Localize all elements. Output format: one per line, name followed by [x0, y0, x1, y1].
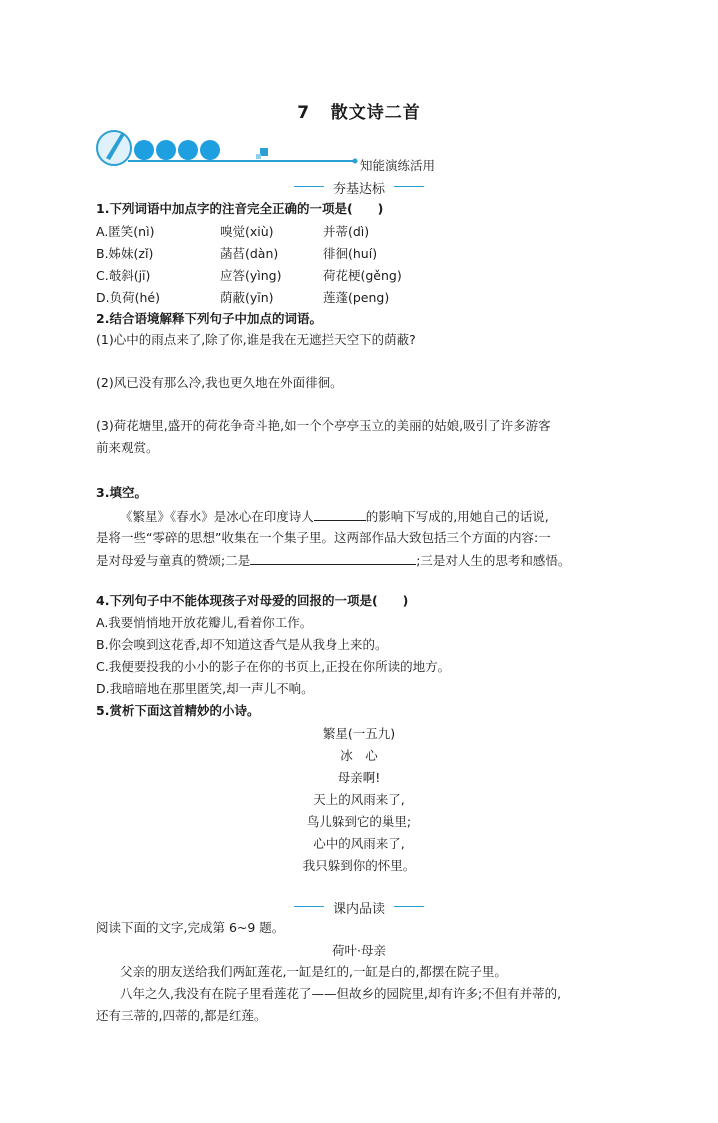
lesson-title	[0, 98, 718, 123]
reading-paragraph-1: 父亲的朋友送给我们两缸莲花,一缸是红的,一缸是白的,都摆在院子里。	[120, 964, 507, 979]
reading-paragraph-2: 八年之久,我没有在院子里看莲花了——但故乡的园院里,却有许多;不但有并蒂的,	[120, 986, 562, 1001]
section-header-reading: 课内品读	[294, 898, 424, 917]
poem-line-4: 心中的风雨来了,	[313, 836, 405, 851]
section-header-basic: 夯基达标	[294, 178, 424, 197]
banner-dot-4	[200, 140, 220, 160]
worksheet-page: 7 散文诗二首 知能演练活用 夯基达标 1.下列词语中加点字的注音完全正确的一项是( ) A.匿笑(nì) 嗅觉(xiù) 并蒂(dì) B.姊妹(zǐ) 菡萏(dàn) 徘徊(huí) C.攲斜(jī) 应答(yìng) 荷花梗(gěng) D.负荷(hé) 荫蔽(yīn) 莲蓬(peng) 2.结合语境解释下列句子中加点的词语。 (1)心中的雨点来了,除了你,谁是我在无遮拦天空下的荫蔽? (2)风已没有那么冷,我也更久地在外面徘徊。 (3)荷花塘里,盛开的荷花争奇斗艳,如一个个亭亭玉立的美丽的姑娘,吸引了许多游客 前来观赏。 3.填空。 《繁星》《春水》是冰心在印度诗人 的影响下写成的,用她自己的话说, 是将一些“零碎的思想”收集在一个集子里。这两部作品大致包括三个方面的内容:一 是对母爱与童真的赞颂;二是 ;三是对人生的思考和感悟。 4.下列句子中不能体现孩子对母爱的回报的一项是( ) A.我要悄悄地开放花瓣儿,看着你工作。 B.你会嗅到这花香,却不知道这香气是从我身上来的。 C.我便要投我的小小的影子在你的书页上,正投在你所读的地方。 D.我暗暗地在那里匿笑,却一声儿不响。 5.赏析下面这首精妙的小诗。 繁星(一五九) 冰 心 母亲啊! 天上的风雨来了, 鸟儿躲到它的巢里; 心中的风雨来了, 我只躲到你的怀里。 课内品读 阅读下面的文字,完成第 6~9 题。 荷叶·母亲 父亲的朋友送给我们两缸莲花,一缸是红的,一缸是白的,都摆在院子里。 八年之久,我没有在院子里看莲花了——但故乡的园院里,却有许多;不但有并蒂的, 还有三蒂的,四蒂的,都是红莲。	[0, 0, 718, 1123]
lesson-number: 7	[297, 103, 311, 123]
poem-line-5: 我只躲到你的怀里。	[302, 858, 416, 873]
reading-title: 荷叶·母亲	[332, 943, 386, 958]
reading-intro: 阅读下面的文字,完成第 6~9 题。	[96, 920, 285, 935]
poem-line-1: 母亲啊!	[337, 770, 381, 785]
q2-stem: 2.结合语境解释下列句子中加点的词语。	[96, 311, 322, 326]
banner-dot-3	[178, 140, 198, 160]
q2-item-3-cont: 前来观赏。	[96, 440, 159, 455]
reading-paragraph-2-cont: 还有三蒂的,四蒂的,都是红莲。	[96, 1008, 267, 1023]
q4-option-a: A.我要悄悄地开放花瓣儿,看着你工作。	[96, 615, 313, 630]
q2-item-1: (1)心中的雨点来了,除了你,谁是我在无遮拦天空下的荫蔽?	[96, 332, 416, 347]
banner-end-dot	[353, 159, 358, 164]
lesson-name: 散文诗二首	[330, 103, 421, 123]
q4-option-c: C.我便要投我的小小的影子在你的书页上,正投在你所读的地方。	[96, 659, 451, 674]
q3-stem: 3.填空。	[96, 485, 147, 500]
q4-option-b: B.你会嗅到这花香,却不知道这香气是从我身上来的。	[96, 637, 388, 652]
q5-stem: 5.赏析下面这首精妙的小诗。	[96, 703, 260, 718]
q2-item-2: (2)风已没有那么冷,我也更久地在外面徘徊。	[96, 375, 343, 390]
poem-title: 繁星(一五九)	[322, 726, 396, 741]
banner-dot-2	[156, 140, 176, 160]
banner-square-small-icon	[256, 154, 261, 159]
banner-square-icon	[260, 148, 268, 156]
q4-option-d: D.我暗暗地在那里匿笑,却一声儿不响。	[96, 681, 314, 696]
q3-line-1: 《繁星》《春水》是冰心在印度诗人 的影响下写成的,用她自己的话说,	[120, 509, 549, 524]
q3-blank-2[interactable]	[250, 551, 416, 565]
banner-label: 知能演练活用	[360, 158, 436, 173]
q1-stem: 1.下列词语中加点字的注音完全正确的一项是( )	[96, 201, 384, 216]
q2-item-3: (3)荷花塘里,盛开的荷花争奇斗艳,如一个个亭亭玉立的美丽的姑娘,吸引了许多游客	[96, 418, 551, 433]
q3-line-2: 是将一些“零碎的思想”收集在一个集子里。这两部作品大致包括三个方面的内容:一	[96, 530, 551, 545]
poem-author: 冰 心	[340, 748, 378, 763]
poem-line-3: 鸟儿躲到它的巢里;	[306, 814, 412, 829]
q3-line-3: 是对母爱与童真的赞颂;二是 ;三是对人生的思考和感悟。	[96, 553, 571, 568]
q3-blank-1[interactable]	[314, 507, 366, 521]
q4-stem: 4.下列句子中不能体现孩子对母爱的回报的一项是( )	[96, 593, 409, 608]
banner-dot-1	[134, 140, 154, 160]
poem-line-2: 天上的风雨来了,	[313, 792, 405, 807]
